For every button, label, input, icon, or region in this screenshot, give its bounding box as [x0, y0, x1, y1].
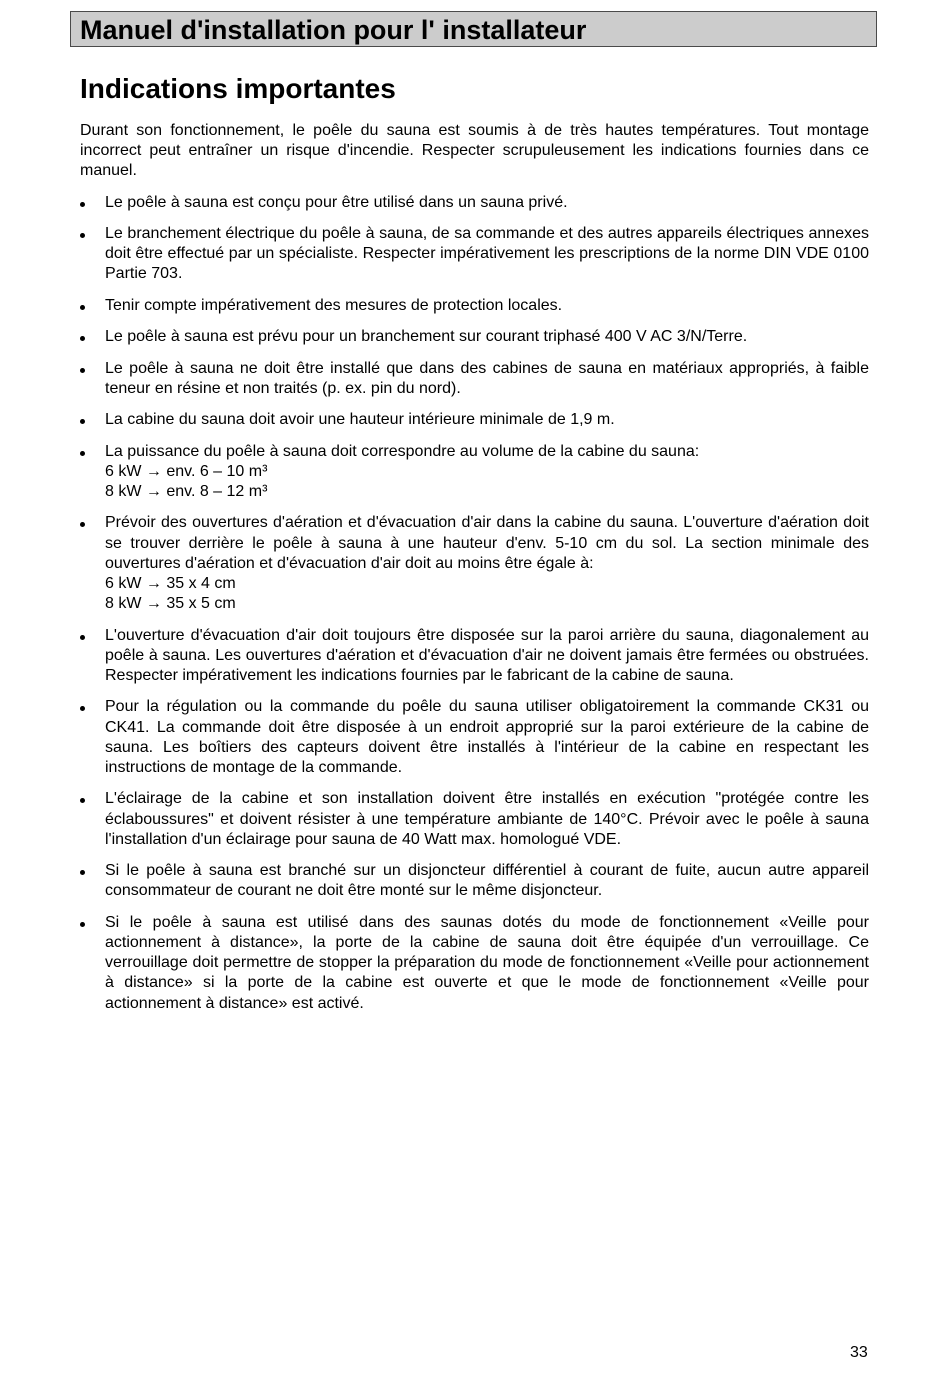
intro-paragraph: Durant son fonctionnement, le poêle du sauna est soumis à de très hautes températures. Tout montage incorrect peut entraîner un risque d'incendie. Respecter scrupuleusement les indications fournies dans ce manuel. — [80, 122, 869, 180]
bullet-list — [80, 193, 869, 1014]
vent-section-8kw: 8 kW → 35 x 5 cm — [105, 595, 236, 613]
bullet-item — [80, 442, 869, 503]
bullet-dot-icon — [80, 336, 85, 341]
bullet-item — [80, 224, 869, 285]
bullet-text: L'éclairage de la cabine et son installation doivent être installés en exécution "protégée contre les éclaboussures" et doivent résister à une température ambiante de 140°C. Prévoir avec le poêle à sauna l'installation d'un éclairage pour sauna de 40 Watt max. homologué VDE. — [105, 790, 869, 848]
bullet-item — [80, 789, 869, 850]
power-volume-8kw: 8 kW → env. 8 – 12 m³ — [105, 482, 268, 500]
bullet-dot-icon — [80, 706, 85, 711]
bullet-dot-icon — [80, 522, 85, 527]
bullet-text: Prévoir des ouvertures d'aération et d'évacuation d'air dans la cabine du sauna. L'ouverture d'aération doit se trouver derrière le poêle à sauna à une hauteur d'env. 5-10 cm du sol. La section minimale des ouvertures d'aération et d'évacuation d'air doit au moins être égale à: — [105, 514, 869, 572]
bullet-dot-icon — [80, 233, 85, 238]
bullet-item — [80, 327, 869, 347]
bullet-text: La cabine du sauna doit avoir une hauteur intérieure minimale de 1,9 m. — [105, 411, 615, 429]
bullet-item — [80, 410, 869, 430]
bullet-text: Si le poêle à sauna est branché sur un disjoncteur différentiel à courant de fuite, aucun autre appareil consommateur de courant ne doit être monté sur le même disjoncteur. — [105, 862, 869, 900]
bullet-text: Pour la régulation ou la commande du poêle du sauna utiliser obligatoirement la commande CK31 ou CK41. La commande doit être disposée à un endroit approprié sur la paroi extérieure de la cabine de sauna. Les boîtiers des capteurs doivent être installés à l'intérieur de la cabine en respectant les instructions de montage de la commande. — [105, 698, 869, 776]
bullet-text: Le poêle à sauna est prévu pour un branchement sur courant triphasé 400 V AC 3/N/Terre. — [105, 328, 748, 346]
bullet-text: L'ouverture d'évacuation d'air doit toujours être disposée sur la paroi arrière du sauna, diagonalement au poêle à sauna. Les ouvertures d'aération et d'évacuation d'air ne doivent jamais être fermées ou obstruées. Respecter impérativement les indications fournies par le fabricant de la cabine de sauna. — [105, 626, 869, 684]
bullet-dot-icon — [80, 305, 85, 310]
bullet-item — [80, 193, 869, 213]
bullet-text: Le branchement électrique du poêle à sauna, de sa commande et des autres appareils électriques annexes doit être effectué par un spécialiste. Respecter impérativement les prescriptions de la norme DIN VDE 0100 Partie 703. — [105, 225, 869, 283]
bullet-dot-icon — [80, 202, 85, 207]
bullet-dot-icon — [80, 870, 85, 875]
bullet-item — [80, 861, 869, 901]
document-title: Manuel d'installation pour l' installateur — [80, 15, 587, 45]
bullet-dot-icon — [80, 368, 85, 373]
bullet-item — [80, 359, 869, 399]
bullet-dot-icon — [80, 419, 85, 424]
bullet-dot-icon — [80, 635, 85, 640]
header-bar — [70, 11, 877, 47]
bullet-dot-icon — [80, 451, 85, 456]
bullet-item — [80, 626, 869, 687]
page-number: 33 — [850, 1344, 868, 1361]
bullet-text: Le poêle à sauna est conçu pour être utilisé dans un sauna privé. — [105, 193, 568, 211]
bullet-item — [80, 913, 869, 1014]
bullet-dot-icon — [80, 922, 85, 927]
bullet-item — [80, 296, 869, 316]
section-title: Indications importantes — [80, 73, 396, 104]
power-volume-6kw: 6 kW → env. 6 – 10 m³ — [105, 462, 268, 480]
bullet-text: Tenir compte impérativement des mesures de protection locales. — [105, 296, 563, 314]
content-body — [80, 121, 869, 1025]
bullet-item — [80, 697, 869, 778]
bullet-text: La puissance du poêle à sauna doit correspondre au volume de la cabine du sauna: — [105, 442, 700, 460]
bullet-text: Si le poêle à sauna est utilisé dans des saunas dotés du mode de fonctionnement «Veille pour actionnement à distance», la porte de la cabine de sauna doit être équipée d'un verrouillage. Ce verrouillage doit permettre de stopper la préparation du mode de fonctionnement «Veille pour actionnement à distance» si la porte de la cabine est ouverte et que le mode de fonctionnement «Veille pour actionnement à distance» est activé. — [105, 913, 869, 1012]
bullet-dot-icon — [80, 798, 85, 803]
vent-section-6kw: 6 kW → 35 x 4 cm — [105, 574, 236, 592]
bullet-item — [80, 513, 869, 614]
bullet-text: Le poêle à sauna ne doit être installé que dans des cabines de sauna en matériaux appropriés, à faible teneur en résine et non traités (p. ex. pin du nord). — [105, 359, 869, 397]
